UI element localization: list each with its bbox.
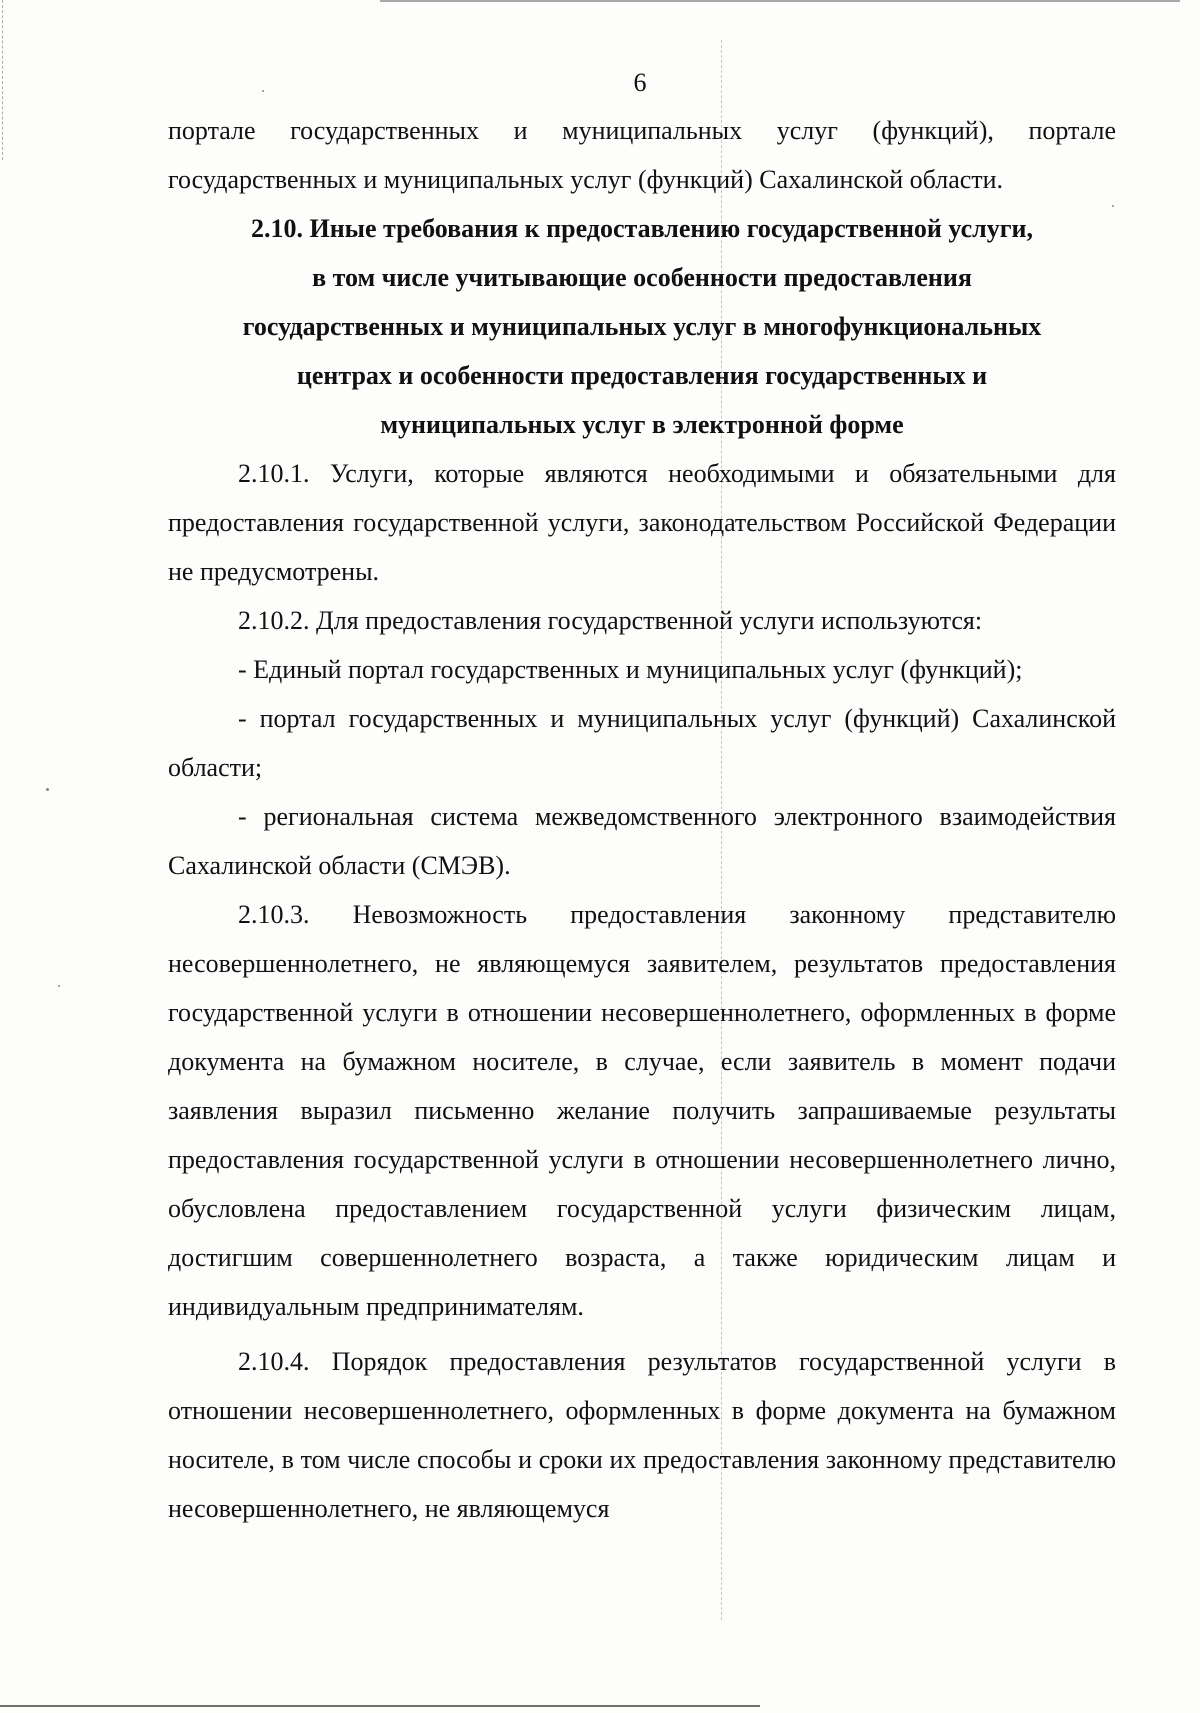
heading-line: центрах и особенности предоставления государственных и <box>296 361 988 390</box>
heading-line: государственных и муниципальных услуг в многофункциональных <box>242 312 1042 341</box>
section-heading-2-10 <box>168 204 1116 449</box>
heading-line: в том числе учитывающие особенности предоставления <box>312 263 972 292</box>
page-number: 6 <box>633 68 647 97</box>
scan-artifact-bottom-edge <box>0 1705 760 1707</box>
scan-artifact-top-edge <box>380 0 1180 2</box>
paragraph-2-10-3: 2.10.3. Невозможность предоставления законному представителю несовершеннолетнего, не являющемуся заявителем, результатов предоставления государственной услуги в отношении несовершеннолетнего, оформленных в форме документа на бумажном носителе, в случае, если заявитель в момент подачи заявления выразил письменно желание получить запрашиваемые результаты предоставления государственной услуги в отношении несовершеннолетнего лично, обусловлена предоставлением государственной услуги физическим лицам, достигшим совершеннолетнего возраста, а также юридическим лицам и индивидуальным предпринимателям. <box>168 900 1116 1321</box>
heading-line: 2.10. Иные требования к предоставлению государственной услуги, <box>250 214 1034 243</box>
list-item: - региональная система межведомственного электронного взаимодействия Сахалинской области (СМЭВ). <box>168 802 1116 880</box>
paragraph-2-10-4: 2.10.4. Порядок предоставления результатов государственной услуги в отношении несовершеннолетнего, оформленных в форме документа на бумажном носителе, в том числе способы и сроки их предоставления законному представителю несовершеннолетнего, не являющемуся <box>168 1347 1116 1523</box>
document-body <box>168 106 1116 1533</box>
paragraph-2-10-2: 2.10.2. Для предоставления государственной услуги используются: <box>238 606 983 635</box>
list-item: - Единый портал государственных и муниципальных услуг (функций); <box>238 655 1023 684</box>
list-item: - портал государственных и муниципальных услуг (функций) Сахалинской области; <box>168 704 1116 782</box>
heading-line: муниципальных услуг в электронной форме <box>380 410 904 439</box>
scan-speck <box>58 985 60 987</box>
paragraph-2-10-1: 2.10.1. Услуги, которые являются необходимыми и обязательными для предоставления государственной услуги, законодательством Российской Федерации не предусмотрены. <box>168 459 1116 586</box>
scan-speck <box>46 788 49 791</box>
intro-paragraph: портале государственных и муниципальных услуг (функций), портале государственных и муниципальных услуг (функций) Сахалинской области. <box>168 116 1116 194</box>
